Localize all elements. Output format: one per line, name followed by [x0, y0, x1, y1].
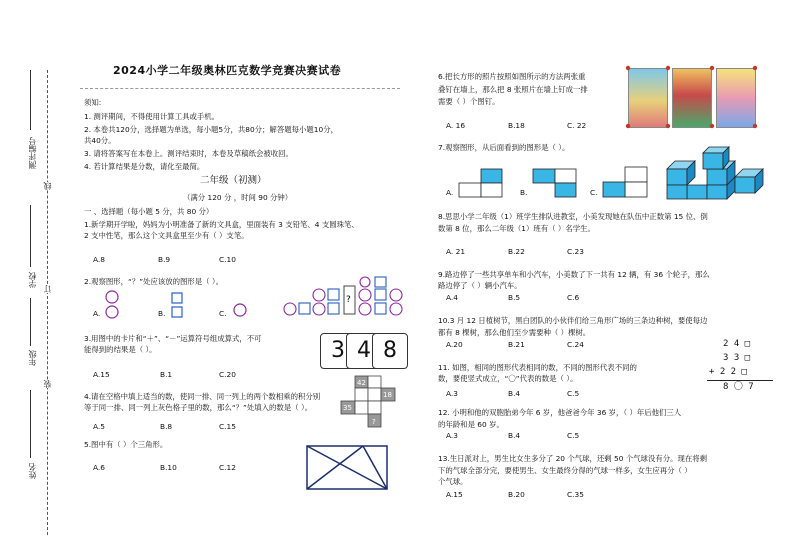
section-meta: （满分 120 分 ，时间 90 分钟）: [183, 193, 293, 202]
q3-card-3: 8: [372, 333, 408, 369]
title-rule: [80, 88, 400, 89]
q6-option-b[interactable]: B.18: [508, 121, 525, 130]
q4-stem-1: 4.请在空格中填上适当的数，使同一排、同一列上的两个数相乘的积分别: [84, 392, 321, 401]
q10-option-b[interactable]: B.21: [508, 340, 525, 349]
q7-option-b[interactable]: B.: [520, 188, 528, 197]
q10-stem-2: 都有 8 棵树，那么他们至少需要种（ ）棵树。: [438, 328, 591, 337]
notice-item-2b: 共40分。: [84, 136, 116, 145]
q2-option-c[interactable]: C.: [219, 309, 227, 318]
q12-option-b[interactable]: B.4: [508, 431, 521, 440]
q1-stem-1: 1.新学期开学啦，妈妈为小明准备了新的文具盒，里面装有 3 支铅笔、4 支圆珠笔、: [84, 220, 359, 229]
q13-option-c[interactable]: C.35: [567, 490, 584, 499]
q11-stem-2: 数，要使竖式成立，“〇”代表的数是（ ）。: [438, 374, 578, 383]
q12-option-a[interactable]: A.3: [446, 431, 458, 440]
q7-option-a-shape: [458, 168, 504, 198]
q7-option-c[interactable]: C.: [590, 188, 598, 197]
q10-stem-1: 10.3 月 12 日植树节，黑白团队的小伙伴们给三角形广场的三条边种树，要使每边: [438, 316, 708, 325]
notice-heading: 须知:: [84, 98, 102, 107]
q9-option-b[interactable]: B.5: [508, 293, 521, 302]
q11-option-a[interactable]: A.3: [446, 389, 458, 398]
q7-option-c-shape: [603, 166, 649, 198]
q2-option-a-shape: [104, 290, 120, 320]
q6-option-a[interactable]: A. 16: [446, 121, 466, 130]
q13-option-a[interactable]: A.15: [446, 490, 463, 499]
binding-mark-line: 线: [43, 182, 52, 190]
name-label: 姓名: [28, 463, 37, 479]
q4-grid-35: 35: [343, 404, 352, 412]
q4-option-a[interactable]: A.5: [93, 422, 105, 431]
q11-sum-rule: [707, 380, 773, 381]
q13-stem-1: 13.生日派对上，男生比女生多分了 20 个气球，还剩 50 个气球没有分。现在将剩: [438, 454, 708, 463]
q2-option-b[interactable]: B.: [158, 309, 166, 318]
q13-stem-3: 个气球。: [438, 477, 468, 486]
q5-option-a[interactable]: A.6: [93, 463, 105, 472]
q3-option-c[interactable]: C.20: [219, 370, 236, 379]
q8-option-a[interactable]: A. 21: [446, 247, 466, 256]
q11-vertical-row-4: 8 〇 7: [723, 382, 754, 392]
q2-sequence-figure: [283, 282, 403, 318]
q4-grid-18: 18: [383, 391, 392, 399]
q6-stem-2: 叠钉在墙上，那么把 8 张照片在墙上钉成一排: [438, 85, 588, 94]
q1-option-a[interactable]: A.8: [93, 255, 105, 264]
notice-item-2: 2. 本卷共120分，选择题为单选，每小题5分，共80分；解答题每小题10分，: [84, 125, 338, 134]
q6-stem-3: 需要（ ）个图钉。: [438, 97, 500, 106]
notice-item-3: 3. 请将答案写在本卷上。测评结束时，本卷及草稿纸会被收回。: [84, 149, 293, 158]
q11-vertical-row-3: + 2 2 □: [709, 367, 747, 377]
school-label: 学校: [28, 272, 37, 288]
q6-stem-1: 6.把长方形的照片按照如图所示的方法两张重: [438, 72, 586, 81]
section-heading: 一 、选择题（每小题 5 分，共 80 分）: [84, 207, 214, 216]
grade-label: 年级: [28, 350, 37, 366]
q7-cube-figure: [665, 147, 780, 199]
q11-vertical-row-1: 2 4 □: [723, 339, 751, 349]
exam-number-blank: [30, 70, 31, 130]
q1-stem-2: 2 支中性笔，那么这个文具盒里至少有（ ）支笔。: [84, 231, 249, 240]
q8-option-b[interactable]: B.22: [508, 247, 525, 256]
q4-grid-42: 42: [357, 379, 366, 387]
binding-line: [47, 70, 48, 535]
q8-stem-2: 数第 8 位，那么二年级（1）班有（ ）名学生。: [438, 224, 595, 233]
q2-option-c-shape: [233, 303, 247, 317]
grade-blank: [30, 298, 31, 346]
q12-stem-1: 12. 小明和他的双胞胎弟今年 6 岁，他爸爸今年 36 岁，（ ）年后他们三人: [438, 408, 682, 417]
section-level: 二年级（初测）: [200, 175, 267, 186]
q2-stem: 2.观察图形，“？”处应该放的图形是（ ）。: [84, 277, 224, 286]
q5-option-c[interactable]: C.12: [219, 463, 236, 472]
q12-stem-2: 的年龄和是 60 岁。: [438, 420, 504, 429]
q7-option-b-shape: [532, 168, 578, 198]
q8-option-c[interactable]: C.23: [567, 247, 584, 256]
q10-option-c[interactable]: C.24: [567, 340, 584, 349]
q1-option-b[interactable]: B.9: [158, 255, 171, 264]
q3-stem-2: 能得到的结果是（ ）。: [84, 345, 157, 354]
q3-option-b[interactable]: B.1: [160, 370, 173, 379]
q12-option-c[interactable]: C.5: [567, 431, 580, 440]
q6-option-c[interactable]: C. 22: [567, 121, 587, 130]
q7-stem: 7.观察图形，从后面看到的图形是（ ）。: [438, 143, 570, 152]
q2-option-b-shape: [170, 292, 184, 320]
name-blank: [30, 390, 31, 458]
binding-mark-zhuang: 装: [43, 380, 52, 388]
q4-option-c[interactable]: C.15: [219, 422, 236, 431]
q3-option-a[interactable]: A.15: [93, 370, 110, 379]
q1-option-c[interactable]: C.10: [219, 255, 236, 264]
exam-number-label: 测评编号: [28, 137, 37, 169]
notice-item-1: 1. 测评期间，不得使用计算工具或手机。: [84, 112, 220, 121]
q2-option-a[interactable]: A.: [93, 309, 101, 318]
q11-option-c[interactable]: C.5: [567, 389, 580, 398]
q13-stem-2: 下的气球全部分完，要使男生、女生最终分得的气球一样多，女生应再分（ ）: [438, 466, 692, 475]
exam-title: 2024小学二年级奥林匹克数学竞赛决赛试卷: [113, 64, 342, 77]
q9-stem-1: 9.路边停了一些共享单车和小汽车，小美数了下一共有 12 辆，有 36 个轮子，那么: [438, 270, 710, 279]
q3-card-1: 3: [320, 333, 356, 369]
notice-item-4: 4. 若计算结果是分数，请化至最简。: [84, 162, 205, 171]
q13-option-b[interactable]: B.20: [508, 490, 525, 499]
q3-stem-1: 3.用图中的卡片和“＋”、“－”运算符号组成算式，不可: [84, 334, 262, 343]
q5-stem: 5.图中有（ ）个三角形。: [84, 440, 168, 449]
q5-triangle-figure: [306, 445, 388, 490]
q5-option-b[interactable]: B.10: [160, 463, 177, 472]
q4-stem-2: 等于同一排、同一列上灰色格子里的数，那么“？”处填入的数是（ ）。: [84, 403, 313, 412]
q9-option-a[interactable]: A.4: [446, 293, 458, 302]
q4-option-b[interactable]: B.8: [160, 422, 173, 431]
q6-pushpins: [624, 64, 764, 134]
q8-stem-1: 8.思思小学二年级（1）班学生排队进教室，小美发现她在队伍中正数第 15 位、倒: [438, 212, 708, 221]
q11-stem-1: 11. 如图，相同的图形代表相同的数，不同的图形代表不同的: [438, 363, 637, 372]
q10-option-a[interactable]: A.20: [446, 340, 463, 349]
q9-stem-2: 路边停了（ ）辆小汽车。: [438, 281, 522, 290]
q11-option-b[interactable]: B.4: [508, 389, 521, 398]
q4-number-grid: [341, 376, 397, 432]
q7-option-a[interactable]: A.: [446, 188, 454, 197]
q3-card-2: 4: [346, 333, 382, 369]
q11-vertical-row-2: 3 3 □: [723, 353, 751, 363]
binding-mark-ding: 订: [43, 285, 52, 293]
q2-question-mark: ?: [346, 295, 351, 305]
school-blank: [30, 205, 31, 267]
q9-option-c[interactable]: C.6: [567, 293, 580, 302]
q4-grid-question: ?: [372, 418, 376, 426]
